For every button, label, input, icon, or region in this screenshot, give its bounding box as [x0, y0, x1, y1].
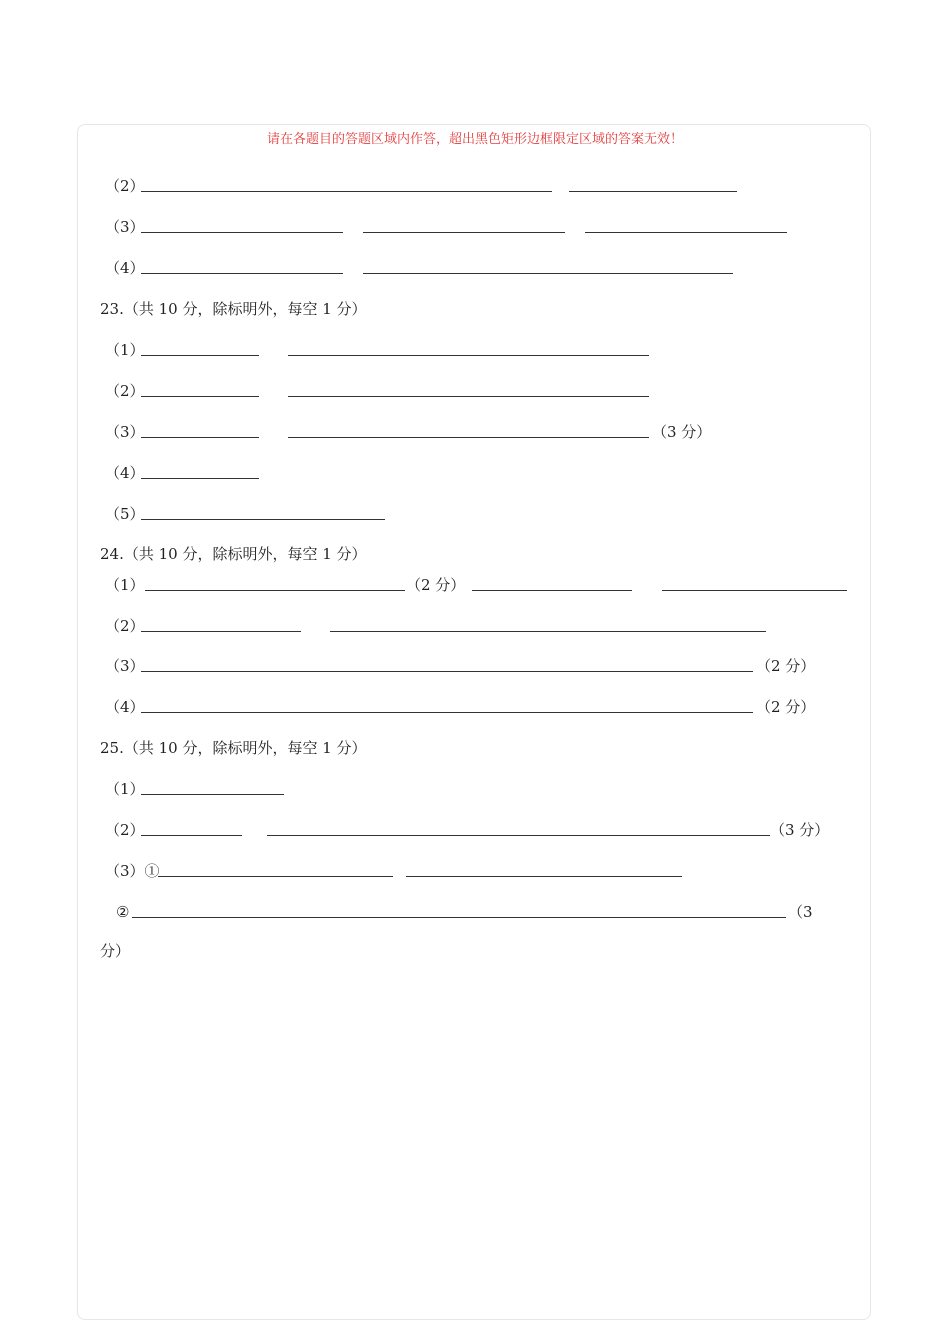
part-label: （5）: [105, 505, 145, 523]
answer-blank[interactable]: [472, 590, 632, 591]
answer-blank[interactable]: [662, 590, 847, 591]
q23-part-3: [100, 421, 860, 443]
q25-part-1: [100, 778, 860, 800]
answer-blank[interactable]: [141, 712, 753, 713]
part-label: （1）: [105, 780, 145, 798]
answer-blank[interactable]: [141, 437, 259, 438]
answer-blank[interactable]: [288, 437, 649, 438]
q22-part-3: [100, 216, 860, 238]
q22-part-2: [100, 175, 860, 197]
answer-blank[interactable]: [141, 396, 259, 397]
answer-blank[interactable]: [363, 273, 733, 274]
answer-blank[interactable]: [158, 876, 393, 877]
q23-part-1: [100, 339, 860, 361]
score-note: （2 分）: [756, 698, 816, 716]
score-note: （2 分）: [756, 657, 816, 675]
q22-part-4: [100, 257, 860, 279]
answer-blank[interactable]: [141, 232, 343, 233]
score-note: （3: [788, 903, 813, 921]
q24-part-3: [100, 655, 860, 677]
q25-part-2: [100, 819, 860, 841]
answer-blank[interactable]: [267, 835, 770, 836]
answer-blank[interactable]: [132, 917, 786, 918]
part-label: （1）: [105, 576, 145, 594]
part-label: （3）: [105, 423, 145, 441]
answer-blank[interactable]: [141, 355, 259, 356]
part-label: （1）: [105, 341, 145, 359]
score-note: （3 分）: [770, 821, 830, 839]
answer-blank[interactable]: [141, 191, 552, 192]
part-label: （3）: [105, 218, 145, 236]
answer-blank[interactable]: [141, 794, 284, 795]
q24-part-2: [100, 615, 860, 637]
q23-heading: 23.（共 10 分，除标明外，每空 1 分）: [100, 300, 367, 318]
answer-blank[interactable]: [141, 671, 753, 672]
q25-part-3-second: [100, 901, 860, 923]
answer-blank[interactable]: [141, 631, 301, 632]
q23-part-2: [100, 380, 860, 402]
part-label: （2）: [105, 617, 145, 635]
part-label: （3）: [105, 657, 145, 675]
part-label: （4）: [105, 698, 145, 716]
q25-heading: 25.（共 10 分，除标明外，每空 1 分）: [100, 739, 367, 757]
answer-blank[interactable]: [288, 355, 649, 356]
q25-score-continued: [100, 940, 300, 962]
q23-part-5: [100, 503, 860, 525]
answer-blank[interactable]: [141, 273, 343, 274]
answer-area-notice: 请在各题目的答题区域内作答，超出黑色矩形边框限定区域的答案无效！: [266, 132, 683, 147]
part-label: （2）: [105, 821, 145, 839]
score-note: 分）: [100, 942, 131, 960]
answer-blank[interactable]: [141, 519, 385, 520]
answer-blank[interactable]: [406, 876, 682, 877]
q23-part-4: [100, 462, 860, 484]
answer-blank[interactable]: [145, 590, 405, 591]
answer-blank[interactable]: [585, 232, 787, 233]
answer-blank[interactable]: [288, 396, 649, 397]
part-label: （3）①: [105, 862, 160, 880]
answer-blank[interactable]: [141, 478, 259, 479]
q25-part-3: [100, 860, 860, 882]
answer-blank[interactable]: [141, 835, 242, 836]
part-label: （4）: [105, 464, 145, 482]
part-label: （2）: [105, 177, 145, 195]
q24-heading: 24.（共 10 分，除标明外，每空 1 分）: [100, 545, 367, 563]
answer-blank[interactable]: [363, 232, 565, 233]
q24-part-1: [100, 574, 860, 596]
part-label: （4）: [105, 259, 145, 277]
q24-part-4: [100, 696, 860, 718]
score-note: （3 分）: [652, 423, 712, 441]
answer-blank[interactable]: [330, 631, 766, 632]
part-label: （2）: [105, 382, 145, 400]
part-label: ②: [116, 903, 130, 921]
answer-blank[interactable]: [569, 191, 737, 192]
score-note: （2 分）: [406, 576, 466, 594]
